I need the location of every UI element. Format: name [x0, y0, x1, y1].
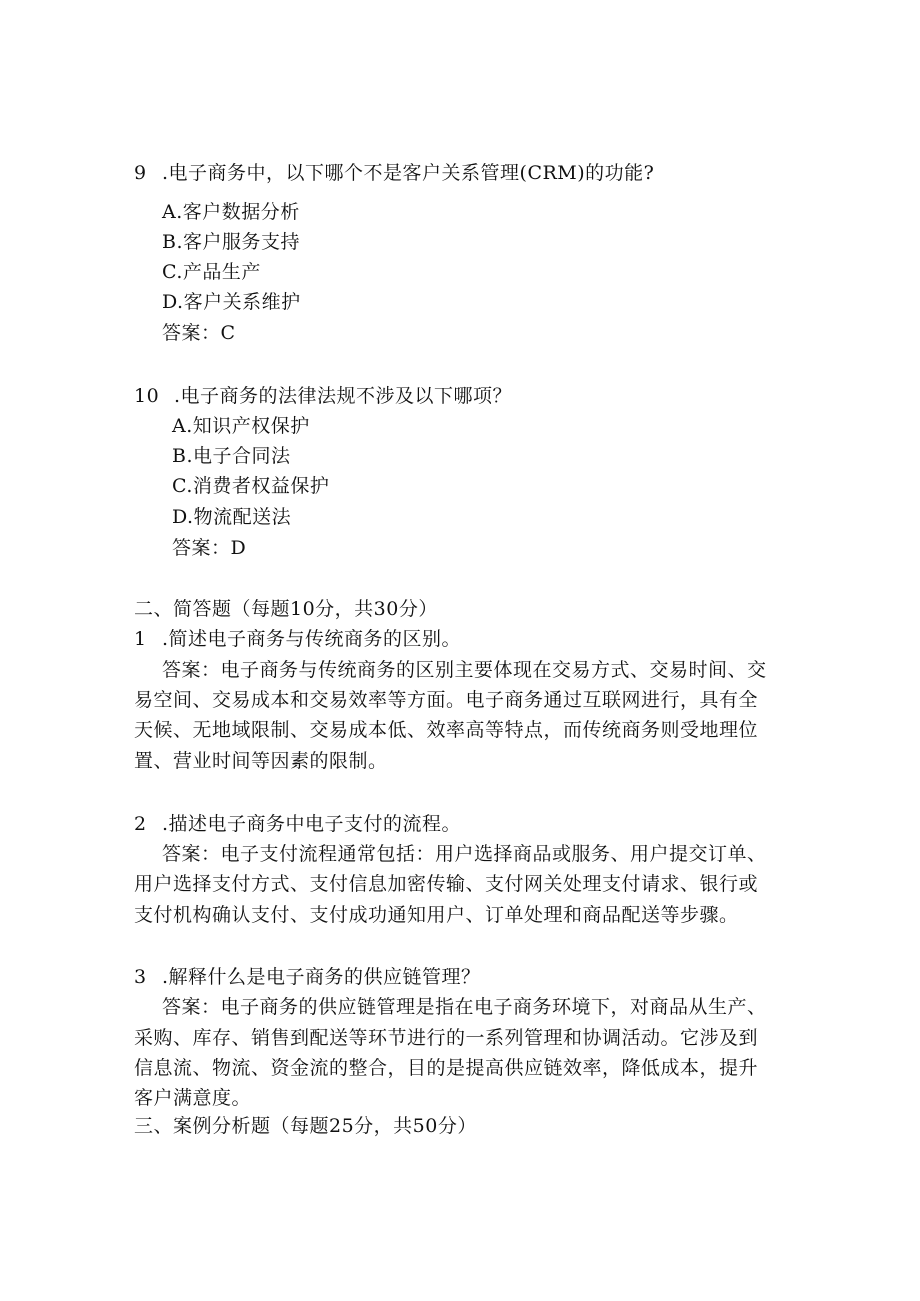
- answer-line: 置、营业时间等因素的限制。: [134, 750, 388, 772]
- question-10: [134, 384, 512, 408]
- question-number: 10: [134, 385, 160, 407]
- option-a: A.知识产权保护: [172, 415, 310, 437]
- answer-line: 易空间、交易成本和交易效率等方面。电子商务通过互联网进行，具有全: [134, 689, 759, 711]
- answer-line: 答案：电子商务与传统商务的区别主要体现在交易方式、交易时间、交: [162, 659, 767, 681]
- option-d: D.客户关系维护: [162, 291, 301, 313]
- question-text: .描述电子商务中电子支付的流程。: [162, 813, 462, 835]
- answer-line: 采购、库存、销售到配送等环节进行的一系列管理和协调活动。它涉及到: [134, 1027, 759, 1049]
- option-b: B.客户服务支持: [162, 231, 301, 253]
- question-text: .电子商务中，以下哪个不是客户关系管理(CRM)的功能?: [162, 162, 655, 184]
- question-number: 3: [134, 966, 147, 988]
- answer-line: 答案：电子支付流程通常包括：用户选择商品或服务、用户提交订单、: [162, 843, 767, 865]
- answer-line: 客户满意度。: [134, 1087, 252, 1109]
- option-c: C.产品生产: [162, 261, 261, 283]
- question-9: [134, 161, 654, 185]
- question-text: .电子商务的法律法规不涉及以下哪项？: [174, 385, 513, 407]
- answer-line: 天候、无地域限制、交易成本低、效率高等特点，而传统商务则受地理位: [134, 719, 759, 741]
- option-a: A.客户数据分析: [162, 201, 300, 223]
- answer: 答案：D: [172, 537, 247, 559]
- short-question-1: [134, 627, 461, 651]
- short-question-3: [134, 965, 481, 989]
- answer-line: 答案：电子商务的供应链管理是指在电子商务环境下，对商品从生产、: [162, 996, 767, 1018]
- question-number: 2: [134, 813, 147, 835]
- answer-line: 支付机构确认支付、支付成功通知用户、订单处理和商品配送等步骤。: [134, 904, 739, 926]
- answer-line: 信息流、物流、资金流的整合，目的是提高供应链效率，降低成本，提升: [134, 1057, 759, 1079]
- short-question-2: [134, 812, 461, 836]
- question-number: 1: [134, 628, 147, 650]
- answer: 答案：C: [162, 322, 236, 344]
- option-d: D.物流配送法: [172, 506, 292, 528]
- section-heading: 二、简答题（每题10分，共30分）: [134, 598, 438, 620]
- question-number: 9: [134, 162, 147, 184]
- question-text: .解释什么是电子商务的供应链管理？: [162, 966, 481, 988]
- option-c: C.消费者权益保护: [172, 475, 330, 497]
- option-b: B.电子合同法: [172, 445, 291, 467]
- question-text: .简述电子商务与传统商务的区别。: [162, 628, 462, 650]
- answer-line: 用户选择支付方式、支付信息加密传输、支付网关处理支付请求、银行或: [134, 873, 759, 895]
- section-heading: 三、案例分析题（每题25分，共50分）: [134, 1115, 477, 1137]
